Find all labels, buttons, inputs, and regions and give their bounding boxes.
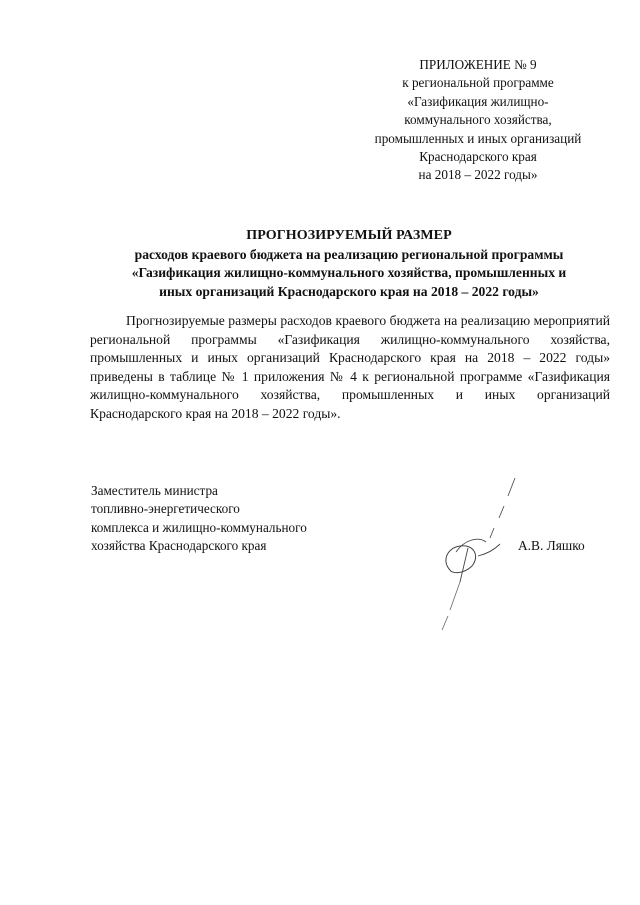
appendix-line: коммунального хозяйства, [404, 112, 552, 128]
appendix-header [330, 56, 626, 185]
title-line: расходов краевого бюджета на реализацию региональной программы [134, 246, 564, 262]
appendix-line: промышленных и иных организаций [374, 130, 582, 146]
appendix-line: на 2018 – 2022 годы» [418, 167, 538, 183]
signer-name: А.В. Ляшко [518, 538, 585, 553]
signer-position-line: комплекса и жилищно-коммунального [91, 519, 307, 535]
appendix-line: ПРИЛОЖЕНИЕ № 9 [419, 57, 537, 72]
signer-position [91, 482, 411, 556]
signer-position-line: хозяйства Краснодарского края [91, 538, 267, 554]
document-title [80, 227, 618, 301]
appendix-line: «Газификация жилищно- [407, 93, 549, 109]
signer-position-line: топливно-энергетического [91, 501, 240, 517]
title-line: иных организаций Краснодарского края на 2018 – 2022 годы» [159, 283, 539, 299]
appendix-line: Краснодарского края [419, 149, 537, 165]
handwritten-signature [420, 470, 530, 640]
body-paragraph: Прогнозируемые размеры расходов краевого бюджета на реализацию мероприятий региональной программы «Газификация жилищно-коммунального хозяйства, промышленных и иных организаций Краснодарского края на 2018 – 2022 годы» приведены в таблице № 1 приложения № 4 к региональной программе «Газификация жилищно-коммунального хозяйства, промышленных и иных организаций Краснодарского края на 2018 – 2022 годы». [90, 313, 610, 421]
signer-position-line: Заместитель министра [91, 483, 218, 498]
title-heading: ПРОГНОЗИРУЕМЫЙ РАЗМЕР [246, 228, 452, 243]
appendix-line: к региональной программе [402, 75, 554, 91]
title-line: «Газификация жилищно-коммунального хозяйства, промышленных и [131, 265, 567, 281]
